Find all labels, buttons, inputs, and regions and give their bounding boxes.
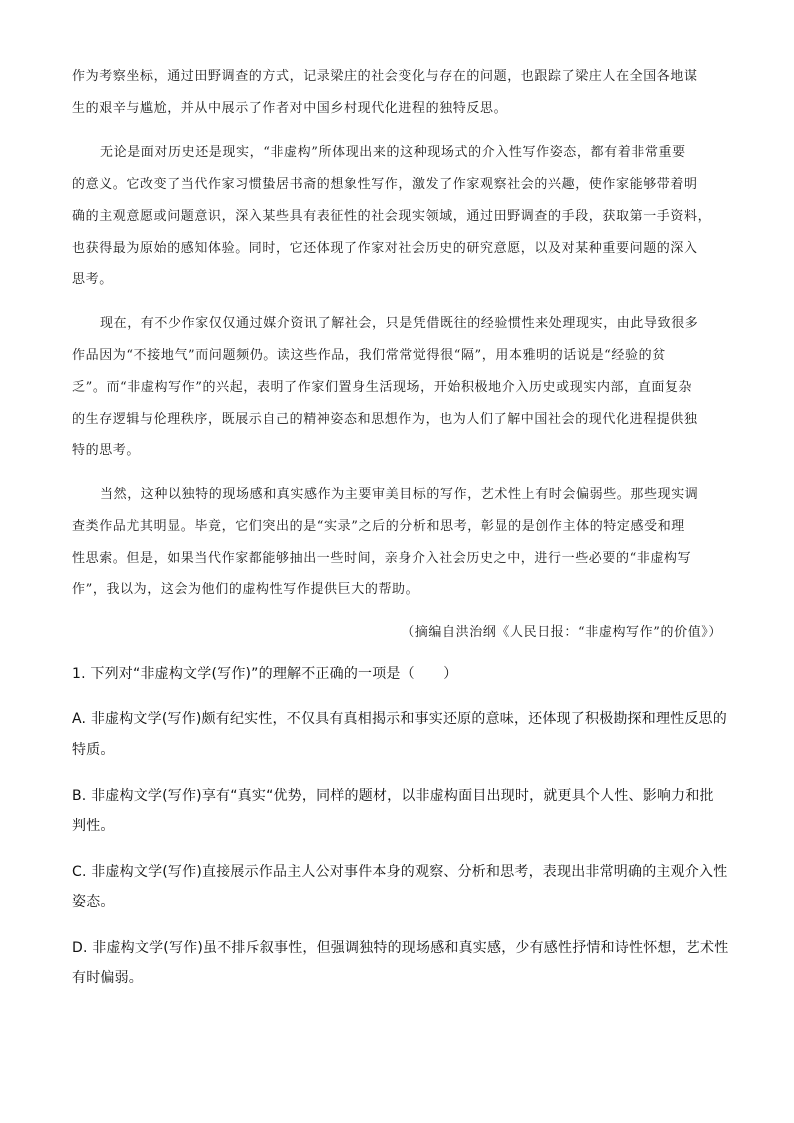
text-line: 作为考察坐标，通过田野调查的方式，记录梁庄的社会变化与存在的问题，也跟踪了梁庄人在全国各地谋 xyxy=(72,69,698,84)
text-line: 作”，我以为，这会为他们的虚构性写作提供巨大的帮助。 xyxy=(72,582,420,597)
text-line: 当然，这种以独特的现场感和真实感作为主要审美目标的写作，艺术性上有时会偏弱些。那些现实调 xyxy=(100,487,699,502)
text-line: 现在，有不少作家仅仅通过媒介资讯了解社会，只是凭借既往的经验惯性来处理现实，由此导致很多 xyxy=(100,316,699,331)
text-line: 性思索。但是，如果当代作家都能够抽出一些时间，亲身介入社会历史之中，进行一些必要的“非虚构写 xyxy=(72,551,692,566)
text-line: 生的艰辛与尴尬，并从中展示了作者对中国乡村现代化进程的独特反思。 xyxy=(72,101,508,116)
option-line: A. 非虚构文学(写作)颇有纪实性，不仅具有真相揭示和事实还原的意味，还体现了积极勘探和理性反思的 xyxy=(72,711,727,727)
text-line: 的生存逻辑与伦理秩序，既展示自己的精神姿态和思想作为，也为人们了解中国社会的现代化进程提供独 xyxy=(72,412,698,427)
option-line: D. 非虚构文学(写作)虽不排斥叙事性，但强调独特的现场感和真实感，少有感性抒情和诗性怀想，艺术性 xyxy=(72,940,729,956)
option-line: B. 非虚构文学(写作)享有“真实“优势，同样的题材，以非虚构面目出现时，就更具个人性、影响力和批 xyxy=(72,788,714,804)
source-citation: （摘编自洪治纲《人民日报：“非虚构写作”的价值》） xyxy=(401,625,722,640)
option-line: 有时偏弱。 xyxy=(72,970,143,986)
text-line: 也获得最为原始的感知体验。同时，它还体现了作家对社会历史的研究意愿，以及对某种重要问题的深入 xyxy=(72,241,698,256)
text-line: 思考。 xyxy=(72,272,113,287)
option-line: C. 非虚构文学(写作)直接展示作品主人公对事件本身的观察、分析和思考，表现出非常明确的主观介入性 xyxy=(72,864,728,880)
question-stem: 1. 下列对“非虚构文学(写作)”的理解不正确的一项是（ ） xyxy=(72,666,458,682)
text-line: 无论是面对历史还是现实，“非虚构”所体现出来的这种现场式的介入性写作姿态，都有着非常重要 xyxy=(100,145,686,160)
text-line: 确的主观意愿或问题意识，深入某些具有表征性的社会现实领域，通过田野调查的手段，获取第一手资料， xyxy=(72,209,712,224)
text-line: 的意义。它改变了当代作家习惯蛰居书斋的想象性写作，激发了作家观察社会的兴趣，使作家能够带着明 xyxy=(72,177,698,192)
text-line: 乏”。而“非虚构写作”的兴起，表明了作家们置身生活现场，开始积极地介入历史或现实内部，直面复杂 xyxy=(72,380,693,395)
text-line: 作品因为“不接地气”而问题频仍。读这些作品，我们常常觉得很“隔”，用本雅明的话说是“经验的贫 xyxy=(72,348,666,363)
option-line: 判性。 xyxy=(72,818,115,834)
text-line: 特的思考。 xyxy=(72,443,141,458)
option-line: 姿态。 xyxy=(72,894,115,910)
option-line: 特质。 xyxy=(72,742,115,758)
text-line: 查类作品尤其明显。毕竟，它们突出的是“实录”之后的分析和思考，彰显的是创作主体的特定感受和理 xyxy=(72,519,685,534)
